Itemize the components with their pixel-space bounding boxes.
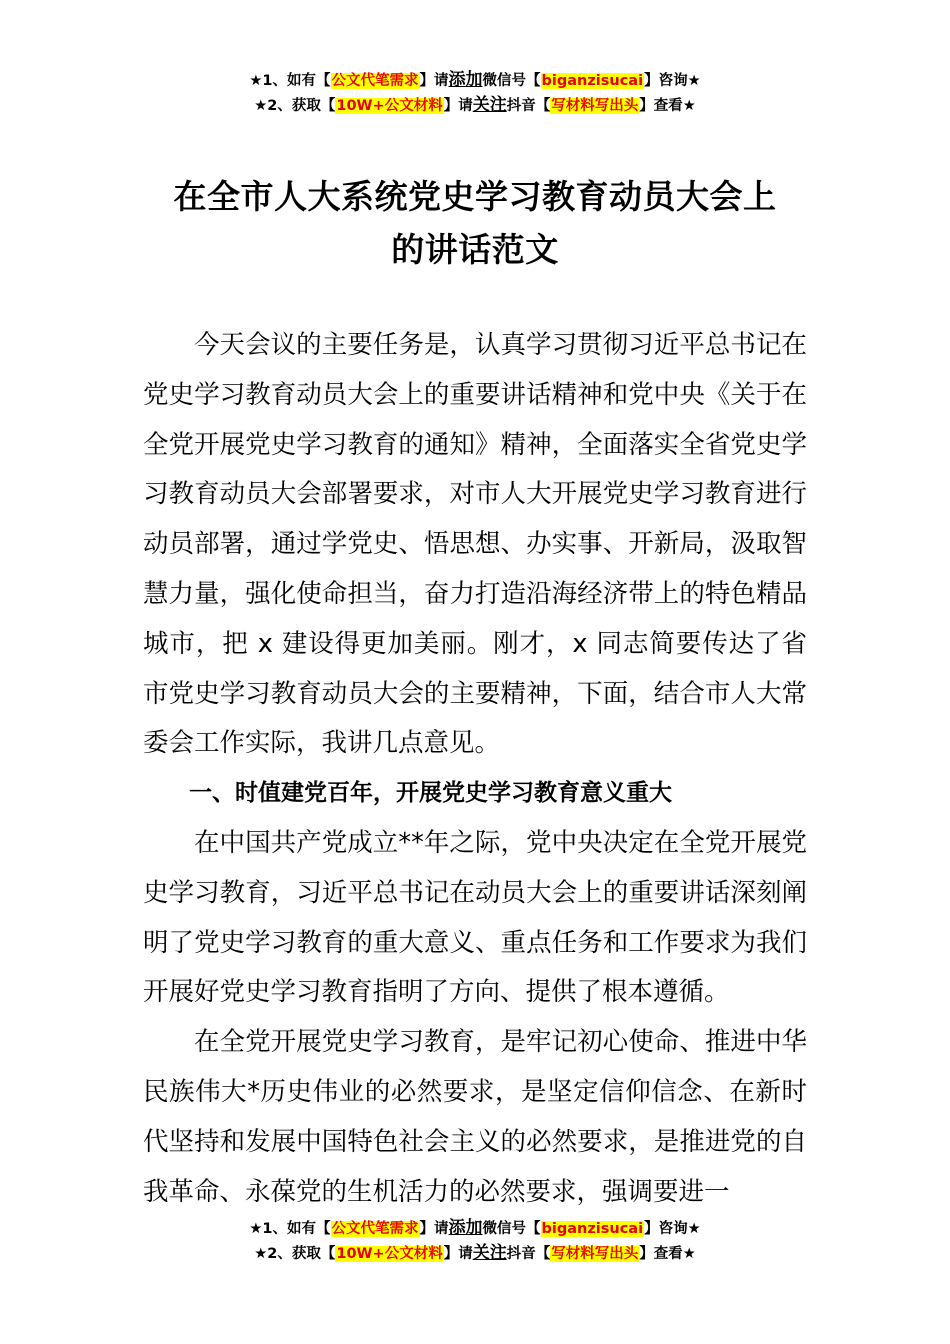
ad-highlight: 写材料写出头 (551, 1246, 639, 1262)
ad-text: 】请 (443, 98, 473, 114)
ad-highlight: 公文代笔需求 (331, 1221, 419, 1237)
ad-text: 抖音【 (506, 1246, 551, 1262)
ad-highlight: 10W+公文材料 (336, 1246, 443, 1262)
header-ad-banner (0, 68, 950, 118)
body-paragraph: 在中国共产党成立**年之际，党中央决定在全党开展党史学习教育，习近平总书记在动员大会上的重要讲话深刻阐明了党史学习教育的重大意义、重点任务和工作要求为我们开展好党史学习教育指明了方向、提供了根本遵循。 (143, 827, 807, 1008)
body-paragraph: 在全党开展党史学习教育，是牢记初心使命、推进中华民族伟大*历史伟业的必然要求，是坚定信仰信念、在新时代坚持和发展中国特色社会主义的必然要求，是推进党的自我革命、永葆党的生机活力的必然要求，强调要进一 (143, 1027, 807, 1207)
ad-text: 】查看★ (639, 98, 696, 114)
ad-emphasis: 添加 (448, 1218, 483, 1238)
document-body-viewport (143, 321, 807, 1216)
ad-emphasis: 关注 (472, 95, 507, 115)
ad-text: ★2、获取【 (254, 1246, 336, 1262)
ad-highlight: 10W+公文材料 (336, 98, 443, 114)
ad-emphasis: 添加 (448, 70, 483, 90)
ad-text: 】请 (419, 1221, 449, 1237)
section-heading: 一、时值建党百年，开展党史学习教育意义重大 (189, 780, 672, 807)
ad-line-1 (0, 68, 950, 93)
ad-text: ★2、获取【 (254, 98, 336, 114)
ad-text: ★1、如有【 (249, 1221, 331, 1237)
title-line-2: 的讲话范文 (391, 230, 559, 269)
ad-line-2 (0, 93, 950, 118)
ad-text: 抖音【 (506, 98, 551, 114)
ad-line-1 (0, 1216, 950, 1241)
ad-text: 微信号【 (482, 73, 541, 89)
ad-highlight: 写材料写出头 (551, 98, 639, 114)
ad-highlight: biganzisucai (541, 73, 644, 89)
body-paragraph: 今天会议的主要任务是，认真学习贯彻习近平总书记在党史学习教育动员大会上的重要讲话精神和党中央《关于在全党开展党史学习教育的通知》精神，全面落实全省党史学习教育动员大会部署要求，对市人大开展党史学习教育进行动员部署，通过学党史、悟思想、办实事、开新局，汲取智慧力量，强化使命担当，奋力打造沿海经济带上的特色精品城市，把 x 建设得更加美丽。刚才，x 同志简要传达了省市党史学习教育动员大会的主要精神，下面，结合市人大常委会工作实际，我讲几点意见。 (143, 330, 807, 759)
ad-text: 】咨询★ (644, 73, 701, 89)
ad-text: 】请 (419, 73, 449, 89)
ad-emphasis: 关注 (472, 1243, 507, 1263)
footer-ad-banner (0, 1216, 950, 1266)
ad-text: 微信号【 (482, 1221, 541, 1237)
ad-text: 】咨询★ (644, 1221, 701, 1237)
title-line-1: 在全市人大系统党史学习教育动员大会上 (173, 177, 777, 216)
document-body (143, 321, 807, 1216)
document-title (120, 170, 830, 276)
ad-text: 】请 (443, 1246, 473, 1262)
ad-highlight: biganzisucai (541, 1221, 644, 1237)
ad-text: 】查看★ (639, 1246, 696, 1262)
ad-line-2 (0, 1241, 950, 1266)
ad-text: ★1、如有【 (249, 73, 331, 89)
ad-highlight: 公文代笔需求 (331, 73, 419, 89)
